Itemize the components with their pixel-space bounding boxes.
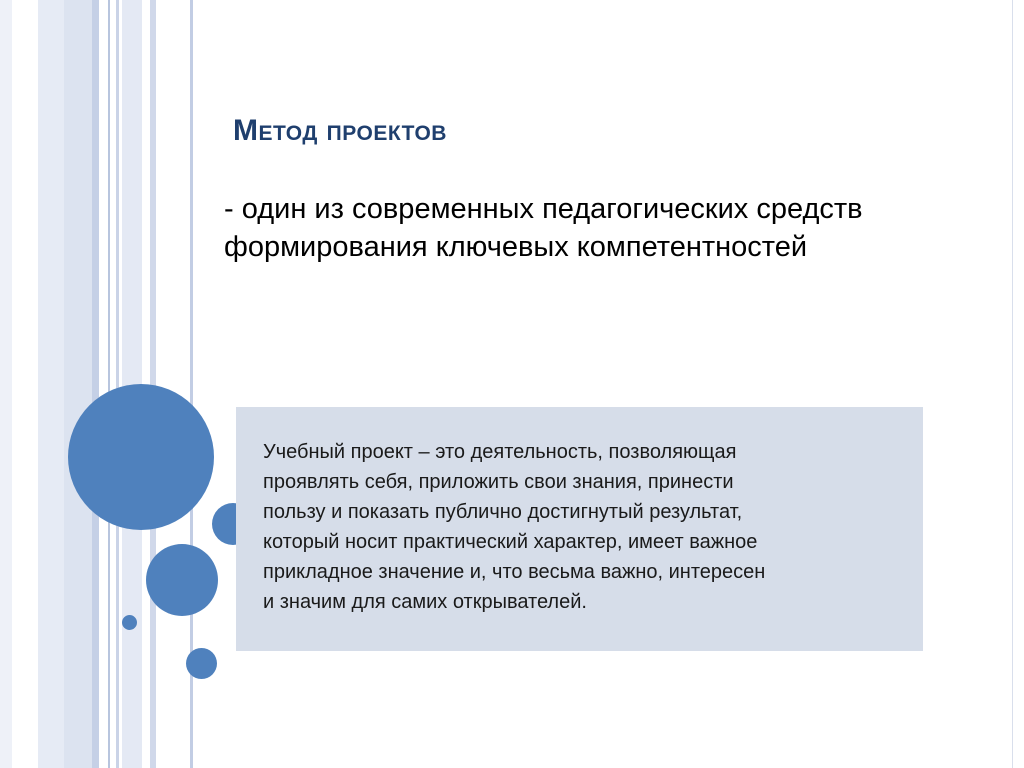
decor-stripe: [0, 0, 12, 768]
decor-stripe: [38, 0, 64, 768]
decor-circle-large: [68, 384, 214, 530]
slide-subtitle: - один из современных педагогических средств формирования ключевых компетентностей: [224, 193, 863, 263]
decor-stripe: [64, 0, 92, 768]
decor-stripe: [108, 0, 110, 768]
decor-circle-medium: [146, 544, 218, 616]
decor-stripe: [116, 0, 119, 768]
definition-text: Учебный проект – это деятельность, позволяющая проявлять себя, приложить свои знания, принести пользу и показать публично достигнутый результат, который носит практический характер, имеет важное прикладное значение и, что весьма важно, интересен и значим для самих открывателей.: [263, 441, 766, 613]
decor-circle-small: [186, 648, 217, 679]
decor-circle-dot: [122, 615, 137, 630]
definition-box: [236, 407, 923, 651]
slide-title: Метод проектов: [233, 114, 447, 147]
decor-right-line: [1012, 0, 1013, 768]
decor-stripe: [12, 0, 38, 768]
decor-stripe: [92, 0, 99, 768]
